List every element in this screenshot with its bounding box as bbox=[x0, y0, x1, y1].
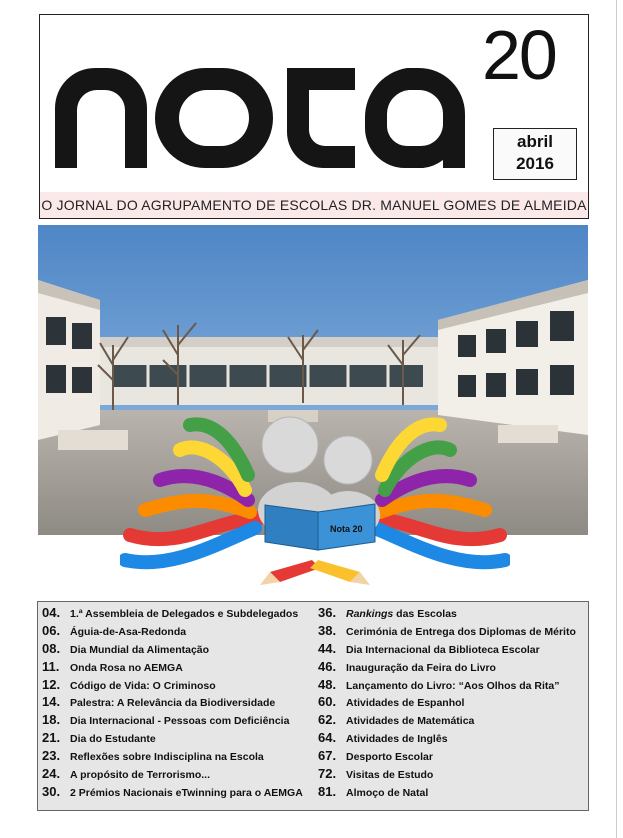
issue-date bbox=[493, 128, 577, 180]
toc-entry[interactable]: 64. Atividades de Inglês bbox=[318, 730, 448, 746]
toc-entry[interactable]: 24. A propósito de Terrorismo... bbox=[42, 766, 211, 782]
book-label: Nota 20 bbox=[330, 524, 363, 534]
toc-entry[interactable]: 08. Dia Mundial da Alimentação bbox=[42, 640, 210, 656]
toc-entry[interactable]: 81. Almoço de Natal bbox=[318, 783, 429, 799]
toc-entry[interactable]: 11. Onda Rosa no AEMGA bbox=[42, 658, 183, 674]
toc-entry[interactable]: 72. Visitas de Estudo bbox=[318, 766, 434, 782]
toc-entry[interactable]: 67. Desporto Escolar bbox=[318, 748, 433, 764]
toc-entry[interactable]: 21. Dia do Estudante bbox=[42, 730, 156, 746]
issue-year: 2016 bbox=[516, 154, 554, 173]
nota-logo bbox=[55, 68, 485, 168]
toc-right-column bbox=[318, 604, 576, 801]
page-edge bbox=[616, 0, 617, 838]
toc-left-column bbox=[42, 604, 303, 801]
newspaper-subtitle: O JORNAL DO AGRUPAMENTO DE ESCOLAS DR. MANUEL GOMES DE ALMEIDA bbox=[39, 192, 589, 219]
issue-month: abril bbox=[517, 132, 553, 151]
toc-entry[interactable]: 30. 2 Prémios Nacionais eTwinning para o AEMGA bbox=[42, 783, 303, 799]
toc-entry[interactable]: 12. Código de Vida: O Criminoso bbox=[42, 676, 216, 692]
toc-entry[interactable]: 62. Atividades de Matemática bbox=[318, 712, 475, 728]
toc-entry[interactable]: 46. Inauguração da Feira do Livro bbox=[318, 658, 496, 674]
toc-entry[interactable]: 18. Dia Internacional - Pessoas com Deficiência bbox=[42, 712, 290, 728]
toc-entry[interactable]: 60. Atividades de Espanhol bbox=[318, 694, 465, 710]
toc-entry[interactable]: 06. Águia-de-Asa-Redonda bbox=[42, 622, 187, 638]
toc-entry[interactable]: 48. Lançamento do Livro: “Aos Olhos da Rita” bbox=[318, 676, 560, 692]
toc-entry[interactable]: 04. 1.ª Assembleia de Delegados e Subdelegados bbox=[42, 605, 299, 620]
toc-entry[interactable]: 14. Palestra: A Relevância da Biodiversidade bbox=[42, 694, 276, 710]
toc-entry[interactable]: 38. Cerimónia de Entrega dos Diplomas de Mérito bbox=[318, 622, 576, 638]
toc-entry[interactable]: 36. Rankings das Escolas bbox=[318, 605, 457, 620]
toc-entry[interactable]: 23. Reflexões sobre Indisciplina na Escola bbox=[42, 748, 264, 764]
table-of-contents bbox=[37, 601, 589, 811]
toc-entry[interactable]: 44. Dia Internacional da Biblioteca Escolar bbox=[318, 640, 540, 656]
issue-number: 20 bbox=[482, 16, 556, 94]
reading-figures-illustration bbox=[120, 400, 510, 595]
